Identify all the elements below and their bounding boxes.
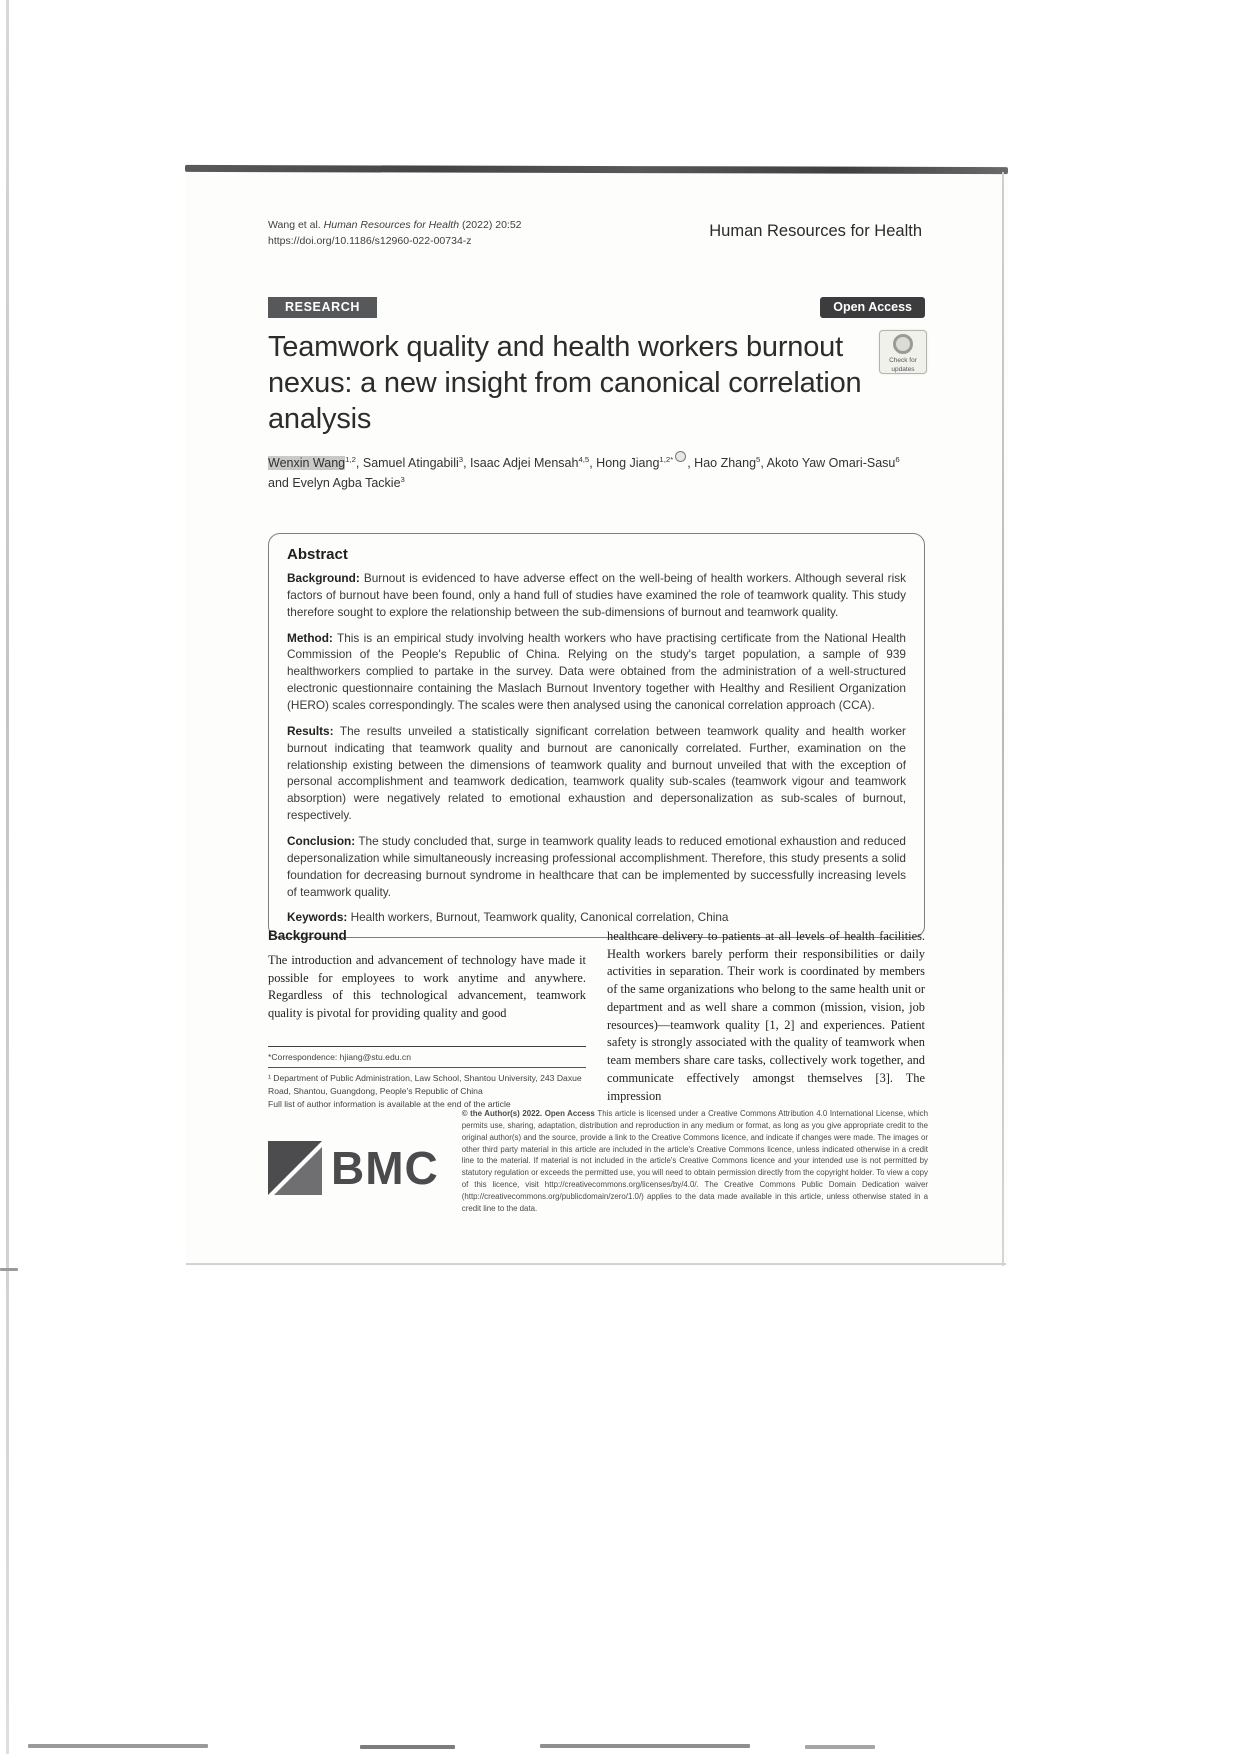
check-for-updates-badge (879, 330, 927, 374)
scan-artifact (540, 1744, 750, 1748)
scanner-edge-left (6, 0, 9, 1754)
section-text: This is an empirical study involving health workers who have practising certificate from the National Health Commission of the People's Republic of China. Relying on the study's target population, a sample of 939 healthworkers complied to partake in the survey. Data were obtained from the administration of a well-structured electronic questionnaire containing the Maslach Burnout Inventory together with Healthy and Resilient Organization (HERO) scales correspondingly. The scales were then analysed using the canonical correlation approach (CCA). (287, 630, 906, 713)
check-updates-label: Check for updates (889, 357, 917, 373)
footnote-rule-thin (268, 1067, 586, 1068)
keywords-text: Health workers, Burnout, Teamwork quality, Canonical correlation, China (350, 910, 729, 925)
license-text (462, 1108, 928, 1215)
right-column (607, 928, 925, 1105)
section-text: The study concluded that, surge in teamwork quality leads to reduced emotional exhaustion and reduced depersonalization while simultaneously increasing professional accomplishment. Therefore, this study presents a solid foundation for decreasing burnout syndrome in healthcare that can be implemented by successfully increasing levels of teamwork quality. (287, 834, 906, 899)
author-separator: , (463, 456, 471, 471)
citation-authors: Wang et al. (268, 219, 324, 231)
publisher-footer (268, 1108, 928, 1215)
correspondence-note: *Correspondence: hjiang@stu.edu.cn (268, 1052, 411, 1062)
author-name: Evelyn Agba Tackie (292, 475, 401, 490)
journal-name: Human Resources for Health (709, 222, 922, 240)
section-label: Background: (287, 571, 360, 585)
author-separator: , (760, 456, 767, 471)
footnote-rule (268, 1046, 586, 1047)
abstract-conclusion (287, 833, 906, 900)
author-name: Akoto Yaw Omari-Sasu (766, 456, 896, 471)
author-affil-sup: 1,2 (345, 455, 356, 464)
affiliation-note: ¹ Department of Public Administration, Law School, Shantou University, 243 Daxue Road, Shantou, Guangdong, People's Republic of China (268, 1072, 582, 1096)
author-name: Samuel Atingabili (362, 456, 459, 471)
doi-link: https://doi.org/10.1186/s12960-022-00734-z (268, 234, 472, 247)
footnote-block (268, 1046, 586, 1111)
author-affil-sup: 3 (458, 455, 464, 464)
author-name: Isaac Adjei Mensah (470, 456, 579, 471)
license-open-access-label: Open Access (544, 1109, 598, 1118)
body-paragraph-right: healthcare delivery to patients at all levels of health facilities. Health workers barely perform their responsibilities or daily activities in separation. Their work is coordinated by members of the same organizations who belong to the same health unit or department and as well share a common (mission, vision, job resources)—teamwork quality [1, 2] and experiences. Patient safety is strongly associated with the quality of teamwork when team members share care tasks, collectively work together, and communicate effectively amongst themselves [3]. The impression (607, 929, 925, 1103)
full-list-note: Full list of author information is available at the end of the article (268, 1098, 511, 1109)
section-label: Method: (287, 630, 333, 645)
scan-artifact (0, 1268, 18, 1271)
author-separator: , (355, 456, 363, 471)
citation-line (268, 218, 522, 234)
open-access-badge: Open Access (820, 297, 925, 318)
author-affil-sup: 3 (400, 474, 405, 484)
check-updates-icon (893, 334, 913, 354)
author-affil-sup: 5 (756, 455, 761, 464)
abstract-heading: Abstract (287, 546, 348, 563)
section-label: Results: (287, 723, 334, 738)
scan-edge-bottom (186, 1263, 1006, 1265)
author-name: Hong Jiang (596, 456, 660, 471)
citation-volume: (2022) 20:52 (459, 219, 522, 231)
abstract-results (287, 723, 906, 824)
license-body: This article is licensed under a Creative Commons Attribution 4.0 International License, which permits use, sharing, adaptation, distribution and reproduction in any medium or format, as long as you give appropriate credit to the original author(s) and the source, provide a link to the Creative Commons licence, and indicate if changes were made. The images or other third party material in this article are included in the article's Creative Commons licence, unless indicated otherwise in a credit line to the material. If material is not included in the article's Creative Commons licence and your intended use is not permitted by statutory regulation or exceeds the permitted use, you will need to obtain permission directly from the copyright holder. To view a copy of this licence, visit http://creativecommons.org/licenses/by/4.0/. The Creative Commons Public Domain Dedication waiver (http://creativecommons.org/publicdomain/zero/1.0/) applies to the data made available in this article, unless otherwise stated in a credit line to the data. (461, 1109, 928, 1213)
author-affil-sup: 6 (895, 455, 900, 464)
scan-artifact (805, 1745, 875, 1749)
author-name: Hao Zhang (694, 456, 757, 471)
author-name: Wenxin Wang (268, 456, 346, 471)
section-text: Burnout is evidenced to have adverse effect on the well-being of health workers. Although several risk factors of burnout have been found, only a hand full of studies have examined the role of teamwork quality. This study therefore sought to explore the relationship between the sub-dimensions of burnout and teamwork quality. (287, 571, 907, 619)
bmc-logo-icon (268, 1141, 322, 1195)
keywords-line (287, 909, 906, 926)
body-paragraph-left: The introduction and advancement of technology have made it possible for employees to work anytime and anywhere. Regardless of this technological advancement, teamwork quality is pivotal for providing quality and good (268, 953, 586, 1021)
orcid-icon (675, 451, 686, 462)
abstract-method (287, 630, 906, 714)
author-list (268, 451, 923, 493)
author-affil-sup: 1,2* (659, 455, 674, 464)
author-affil-sup: 4,5 (578, 455, 590, 464)
background-heading: Background (268, 928, 347, 943)
research-badge: RESEARCH (268, 297, 377, 318)
author-separator: , (589, 456, 597, 471)
bmc-logo-text: BMC (331, 1142, 439, 1195)
scan-artifact (360, 1745, 455, 1749)
bmc-logo (268, 1122, 439, 1215)
section-text: The results unveiled a statistically significant correlation between teamwork quality and health worker burnout indicating that teamwork quality and burnout are canonically correlated. Further, examination on the relationship existing between the dimensions of teamwork quality and burnout unveiled that with the exception of personal accomplishment and teamwork dedication, teamwork quality sub-scales (teamwork vigour and teamwork absorption) were negatively related to emotional exhaustion and depersonalization as sub-scales of burnout, respectively. (287, 723, 906, 823)
scan-artifact (28, 1744, 208, 1748)
article-title: Teamwork quality and health workers burnout nexus: a new insight from canonical correlation analysis (268, 331, 862, 435)
citation-journal: Human Resources for Health (323, 219, 460, 231)
running-head (268, 218, 522, 250)
license-copyright: © the Author(s) 2022. (461, 1109, 545, 1118)
section-label: Conclusion: (287, 834, 356, 849)
author-separator: , (687, 456, 695, 471)
author-separator: and (268, 475, 293, 490)
abstract-background (287, 570, 906, 621)
abstract-box (268, 533, 925, 938)
keywords-label: Keywords: (287, 910, 348, 925)
scan-edge-right (1002, 172, 1004, 1266)
